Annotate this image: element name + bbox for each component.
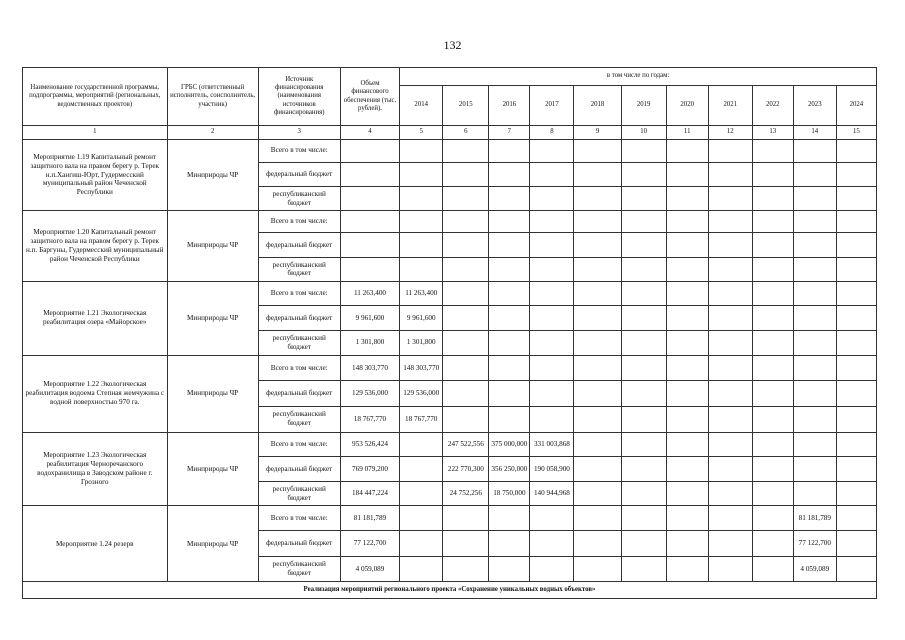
year-value-cell bbox=[443, 162, 489, 187]
year-value-cell bbox=[793, 187, 836, 211]
year-value-cell bbox=[443, 281, 489, 306]
column-number: 10 bbox=[621, 126, 666, 140]
year-value-cell bbox=[793, 162, 836, 187]
year-value-cell bbox=[836, 140, 876, 163]
year-value-cell bbox=[666, 481, 708, 506]
year-value-cell bbox=[621, 457, 666, 482]
year-value-cell bbox=[708, 330, 752, 355]
header-grbs: ГРБС (ответственный исполнитель, соисполнитель, участник) bbox=[167, 68, 258, 126]
year-value-cell bbox=[752, 432, 793, 457]
year-value-cell bbox=[836, 381, 876, 407]
year-value-cell bbox=[574, 481, 621, 506]
year-value-cell bbox=[489, 162, 530, 187]
source-cell: республиканский бюджет bbox=[258, 556, 340, 582]
table-row bbox=[23, 506, 877, 531]
source-cell: республиканский бюджет bbox=[258, 481, 340, 506]
year-value-cell: 18 767,770 bbox=[400, 406, 443, 432]
year-header: 2014 bbox=[400, 86, 443, 126]
year-value-cell bbox=[836, 355, 876, 381]
year-value-cell bbox=[666, 381, 708, 407]
source-cell: Всего в том числе: bbox=[258, 432, 340, 457]
year-value-cell bbox=[443, 406, 489, 432]
year-value-cell bbox=[708, 162, 752, 187]
year-value-cell bbox=[752, 162, 793, 187]
source-cell: Всего в том числе: bbox=[258, 210, 340, 233]
year-value-cell bbox=[793, 355, 836, 381]
year-value-cell bbox=[666, 210, 708, 233]
total-cell bbox=[340, 187, 399, 211]
total-cell bbox=[340, 162, 399, 187]
year-value-cell bbox=[621, 258, 666, 282]
year-value-cell bbox=[752, 381, 793, 407]
year-value-cell: 148 303,770 bbox=[400, 355, 443, 381]
year-value-cell bbox=[443, 531, 489, 557]
year-value-cell bbox=[793, 406, 836, 432]
year-value-cell bbox=[443, 140, 489, 163]
year-value-cell bbox=[836, 481, 876, 506]
year-value-cell bbox=[836, 306, 876, 331]
year-value-cell bbox=[621, 481, 666, 506]
measure-name: Мероприятие 1.23 Экологическая реабилитация Черноречанского водохранилища в Заводском районе г. Грозного bbox=[23, 432, 168, 506]
year-value-cell bbox=[443, 556, 489, 582]
financing-table bbox=[22, 67, 877, 599]
year-value-cell: 222 770,300 bbox=[443, 457, 489, 482]
year-value-cell bbox=[836, 233, 876, 258]
year-header: 2024 bbox=[836, 86, 876, 126]
year-value-cell bbox=[489, 330, 530, 355]
year-value-cell: 18 750,000 bbox=[489, 481, 530, 506]
section-footer: Реализация мероприятий регионального проекта «Сохранение уникальных водных объектов» bbox=[23, 582, 877, 599]
year-value-cell bbox=[400, 556, 443, 582]
measure-name: Мероприятие 1.21 Экологическая реабилитация озера «Майорское» bbox=[23, 281, 168, 355]
year-value-cell bbox=[443, 381, 489, 407]
year-value-cell bbox=[574, 432, 621, 457]
year-value-cell bbox=[400, 210, 443, 233]
total-cell bbox=[340, 140, 399, 163]
header-source: Источник финансирования (наименования источников финансирования) bbox=[258, 68, 340, 126]
year-value-cell bbox=[574, 281, 621, 306]
year-value-cell bbox=[708, 381, 752, 407]
year-value-cell bbox=[574, 162, 621, 187]
year-value-cell bbox=[400, 187, 443, 211]
header-name: Наименование государственной программы, подпрограммы, мероприятий (региональных, ведомственных проектов) bbox=[23, 68, 168, 126]
year-value-cell bbox=[530, 556, 574, 582]
year-value-cell bbox=[574, 556, 621, 582]
total-cell: 11 263,400 bbox=[340, 281, 399, 306]
year-value-cell bbox=[400, 531, 443, 557]
year-value-cell bbox=[708, 556, 752, 582]
source-cell: Всего в том числе: bbox=[258, 140, 340, 163]
year-value-cell bbox=[708, 457, 752, 482]
year-value-cell bbox=[793, 457, 836, 482]
year-value-cell bbox=[666, 506, 708, 531]
year-value-cell bbox=[574, 258, 621, 282]
header-volume: Объем финансового обеспечения (тыс. рублей). bbox=[340, 68, 399, 126]
year-value-cell: 11 263,400 bbox=[400, 281, 443, 306]
column-number: 4 bbox=[340, 126, 399, 140]
year-value-cell bbox=[836, 258, 876, 282]
measure-name: Мероприятие 1.20 Капитальный ремонт защитного вала на правом берегу р. Терек н.п. Баргуны, Гудермесский муниципальный район Чеченской Республики bbox=[23, 210, 168, 281]
year-value-cell bbox=[574, 187, 621, 211]
year-value-cell bbox=[530, 531, 574, 557]
page-number: 132 bbox=[443, 38, 462, 52]
table-row bbox=[23, 140, 877, 163]
year-value-cell bbox=[621, 210, 666, 233]
year-value-cell: 331 003,868 bbox=[530, 432, 574, 457]
source-cell: федеральный бюджет bbox=[258, 162, 340, 187]
total-cell: 1 301,800 bbox=[340, 330, 399, 355]
year-value-cell bbox=[489, 406, 530, 432]
year-value-cell bbox=[752, 556, 793, 582]
year-value-cell bbox=[621, 556, 666, 582]
year-value-cell: 81 181,789 bbox=[793, 506, 836, 531]
year-value-cell bbox=[666, 432, 708, 457]
year-value-cell bbox=[574, 306, 621, 331]
source-cell: республиканский бюджет bbox=[258, 330, 340, 355]
grbs-cell: Минприроды ЧР bbox=[167, 140, 258, 211]
year-value-cell bbox=[574, 355, 621, 381]
year-value-cell bbox=[574, 233, 621, 258]
year-header: 2022 bbox=[752, 86, 793, 126]
year-value-cell bbox=[752, 140, 793, 163]
year-header: 2015 bbox=[443, 86, 489, 126]
measure-name: Мероприятие 1.19 Капитальный ремонт защитного вала на правом берегу р. Терек н.п.Хангиш-Юрт, Гудермесский муниципальный район Чеченской Республики bbox=[23, 140, 168, 211]
year-value-cell bbox=[708, 531, 752, 557]
source-cell: федеральный бюджет bbox=[258, 381, 340, 407]
year-value-cell bbox=[621, 233, 666, 258]
year-value-cell bbox=[836, 457, 876, 482]
section-footer-row bbox=[23, 582, 877, 599]
year-value-cell bbox=[708, 306, 752, 331]
year-value-cell bbox=[621, 281, 666, 306]
total-cell bbox=[340, 258, 399, 282]
year-value-cell bbox=[489, 187, 530, 211]
year-value-cell: 356 250,000 bbox=[489, 457, 530, 482]
total-cell: 769 079,200 bbox=[340, 457, 399, 482]
year-header: 2018 bbox=[574, 86, 621, 126]
source-cell: республиканский бюджет bbox=[258, 258, 340, 282]
total-cell: 18 767,770 bbox=[340, 406, 399, 432]
year-header: 2019 bbox=[621, 86, 666, 126]
year-value-cell bbox=[666, 355, 708, 381]
year-header: 2020 bbox=[666, 86, 708, 126]
year-value-cell bbox=[443, 233, 489, 258]
year-value-cell bbox=[666, 330, 708, 355]
year-value-cell bbox=[836, 162, 876, 187]
grbs-cell: Минприроды ЧР bbox=[167, 355, 258, 432]
year-value-cell bbox=[666, 556, 708, 582]
year-value-cell bbox=[443, 187, 489, 211]
year-value-cell bbox=[574, 140, 621, 163]
year-value-cell bbox=[752, 210, 793, 233]
source-cell: Всего в том числе: bbox=[258, 281, 340, 306]
year-value-cell bbox=[530, 281, 574, 306]
table-row bbox=[23, 210, 877, 233]
year-value-cell bbox=[400, 432, 443, 457]
year-value-cell: 247 522,556 bbox=[443, 432, 489, 457]
year-value-cell bbox=[666, 531, 708, 557]
year-value-cell bbox=[793, 281, 836, 306]
column-number: 1 bbox=[23, 126, 168, 140]
year-value-cell: 140 944,968 bbox=[530, 481, 574, 506]
year-value-cell bbox=[666, 258, 708, 282]
table-row bbox=[23, 281, 877, 306]
year-value-cell bbox=[621, 506, 666, 531]
column-number: 9 bbox=[574, 126, 621, 140]
year-value-cell bbox=[836, 506, 876, 531]
year-value-cell bbox=[793, 258, 836, 282]
year-value-cell bbox=[530, 406, 574, 432]
column-number: 7 bbox=[489, 126, 530, 140]
column-number: 2 bbox=[167, 126, 258, 140]
year-value-cell bbox=[443, 506, 489, 531]
year-value-cell bbox=[574, 210, 621, 233]
year-value-cell bbox=[489, 281, 530, 306]
year-value-cell bbox=[621, 432, 666, 457]
year-value-cell bbox=[708, 432, 752, 457]
year-value-cell bbox=[443, 330, 489, 355]
year-header: 2021 bbox=[708, 86, 752, 126]
year-value-cell bbox=[530, 210, 574, 233]
year-value-cell bbox=[574, 506, 621, 531]
grbs-cell: Минприроды ЧР bbox=[167, 210, 258, 281]
year-value-cell bbox=[400, 258, 443, 282]
year-value-cell bbox=[489, 210, 530, 233]
year-value-cell bbox=[400, 233, 443, 258]
column-number-row bbox=[23, 126, 877, 140]
year-value-cell bbox=[708, 406, 752, 432]
year-value-cell bbox=[400, 162, 443, 187]
year-value-cell bbox=[666, 140, 708, 163]
year-value-cell bbox=[666, 406, 708, 432]
year-value-cell bbox=[530, 306, 574, 331]
year-value-cell bbox=[400, 140, 443, 163]
year-value-cell bbox=[752, 531, 793, 557]
year-value-cell bbox=[530, 381, 574, 407]
year-value-cell bbox=[708, 506, 752, 531]
source-cell: республиканский бюджет bbox=[258, 406, 340, 432]
year-value-cell bbox=[666, 306, 708, 331]
year-value-cell bbox=[752, 233, 793, 258]
year-value-cell bbox=[752, 306, 793, 331]
total-cell: 77 122,700 bbox=[340, 531, 399, 557]
year-value-cell: 9 961,600 bbox=[400, 306, 443, 331]
column-number: 3 bbox=[258, 126, 340, 140]
total-cell: 148 303,770 bbox=[340, 355, 399, 381]
year-header: 2017 bbox=[530, 86, 574, 126]
measure-name: Мероприятие 1.22 Экологическая реабилитация водоема Степная жемчужина с водной поверхностью 970 га. bbox=[23, 355, 168, 432]
year-value-cell bbox=[752, 457, 793, 482]
source-cell: Всего в том числе: bbox=[258, 506, 340, 531]
year-value-cell bbox=[836, 187, 876, 211]
year-value-cell bbox=[752, 406, 793, 432]
year-value-cell bbox=[708, 355, 752, 381]
total-cell: 4 059,089 bbox=[340, 556, 399, 582]
source-cell: федеральный бюджет bbox=[258, 306, 340, 331]
total-cell bbox=[340, 233, 399, 258]
year-value-cell bbox=[836, 330, 876, 355]
year-value-cell bbox=[666, 233, 708, 258]
table-body bbox=[23, 140, 877, 599]
year-value-cell bbox=[666, 281, 708, 306]
year-value-cell bbox=[666, 187, 708, 211]
grbs-cell: Минприроды ЧР bbox=[167, 506, 258, 582]
year-value-cell bbox=[621, 381, 666, 407]
year-value-cell bbox=[752, 258, 793, 282]
year-value-cell bbox=[752, 481, 793, 506]
year-value-cell bbox=[836, 556, 876, 582]
year-value-cell bbox=[708, 281, 752, 306]
year-value-cell bbox=[489, 506, 530, 531]
year-value-cell: 1 301,800 bbox=[400, 330, 443, 355]
year-value-cell bbox=[793, 481, 836, 506]
year-value-cell bbox=[752, 187, 793, 211]
year-value-cell bbox=[666, 162, 708, 187]
column-number: 5 bbox=[400, 126, 443, 140]
header-by-years: в том числе по годам: bbox=[400, 68, 877, 86]
year-value-cell bbox=[708, 233, 752, 258]
year-value-cell bbox=[530, 330, 574, 355]
column-number: 13 bbox=[752, 126, 793, 140]
year-value-cell bbox=[530, 187, 574, 211]
total-cell: 184 447,224 bbox=[340, 481, 399, 506]
year-value-cell bbox=[443, 355, 489, 381]
table-row bbox=[23, 432, 877, 457]
year-value-cell bbox=[621, 406, 666, 432]
year-value-cell bbox=[621, 306, 666, 331]
year-value-cell bbox=[752, 506, 793, 531]
year-value-cell bbox=[708, 481, 752, 506]
year-value-cell bbox=[752, 330, 793, 355]
year-value-cell bbox=[836, 210, 876, 233]
year-value-cell bbox=[666, 457, 708, 482]
year-value-cell bbox=[708, 140, 752, 163]
column-number: 8 bbox=[530, 126, 574, 140]
measure-name: Мероприятие 1.24 резерв bbox=[23, 506, 168, 582]
year-header: 2016 bbox=[489, 86, 530, 126]
year-value-cell bbox=[443, 258, 489, 282]
year-value-cell bbox=[621, 187, 666, 211]
year-value-cell bbox=[400, 457, 443, 482]
year-value-cell bbox=[752, 281, 793, 306]
year-value-cell: 190 058,900 bbox=[530, 457, 574, 482]
year-value-cell bbox=[530, 233, 574, 258]
total-cell: 9 961,600 bbox=[340, 306, 399, 331]
year-value-cell bbox=[530, 162, 574, 187]
year-value-cell bbox=[836, 432, 876, 457]
year-value-cell: 24 752,256 bbox=[443, 481, 489, 506]
year-value-cell bbox=[621, 162, 666, 187]
year-value-cell bbox=[793, 381, 836, 407]
year-value-cell bbox=[708, 187, 752, 211]
year-value-cell bbox=[793, 306, 836, 331]
source-cell: федеральный бюджет bbox=[258, 531, 340, 557]
year-value-cell: 4 059,089 bbox=[793, 556, 836, 582]
year-value-cell: 129 536,000 bbox=[400, 381, 443, 407]
table-row bbox=[23, 355, 877, 381]
year-value-cell bbox=[530, 506, 574, 531]
column-number: 15 bbox=[836, 126, 876, 140]
year-value-cell bbox=[708, 210, 752, 233]
total-cell: 81 181,789 bbox=[340, 506, 399, 531]
year-value-cell bbox=[793, 233, 836, 258]
year-value-cell bbox=[836, 406, 876, 432]
total-cell bbox=[340, 210, 399, 233]
grbs-cell: Минприроды ЧР bbox=[167, 281, 258, 355]
year-value-cell bbox=[836, 281, 876, 306]
year-value-cell bbox=[574, 381, 621, 407]
year-value-cell bbox=[400, 506, 443, 531]
total-cell: 129 536,000 bbox=[340, 381, 399, 407]
year-value-cell bbox=[574, 457, 621, 482]
source-cell: республиканский бюджет bbox=[258, 187, 340, 211]
year-value-cell bbox=[530, 258, 574, 282]
year-value-cell bbox=[443, 210, 489, 233]
year-header: 2023 bbox=[793, 86, 836, 126]
year-value-cell bbox=[793, 432, 836, 457]
year-value-cell bbox=[530, 355, 574, 381]
year-value-cell bbox=[621, 531, 666, 557]
year-value-cell bbox=[489, 306, 530, 331]
column-number: 14 bbox=[793, 126, 836, 140]
year-value-cell bbox=[574, 531, 621, 557]
year-value-cell bbox=[621, 330, 666, 355]
year-value-cell bbox=[621, 140, 666, 163]
year-value-cell bbox=[489, 355, 530, 381]
year-value-cell bbox=[793, 210, 836, 233]
year-value-cell bbox=[530, 140, 574, 163]
year-value-cell bbox=[793, 330, 836, 355]
year-value-cell: 375 000,000 bbox=[489, 432, 530, 457]
year-value-cell bbox=[793, 140, 836, 163]
year-value-cell bbox=[621, 355, 666, 381]
year-value-cell bbox=[752, 355, 793, 381]
year-value-cell: 77 122,700 bbox=[793, 531, 836, 557]
year-value-cell bbox=[836, 531, 876, 557]
year-value-cell bbox=[489, 531, 530, 557]
total-cell: 953 526,424 bbox=[340, 432, 399, 457]
year-value-cell bbox=[574, 330, 621, 355]
column-number: 12 bbox=[708, 126, 752, 140]
source-cell: федеральный бюджет bbox=[258, 233, 340, 258]
column-number: 11 bbox=[666, 126, 708, 140]
grbs-cell: Минприроды ЧР bbox=[167, 432, 258, 506]
header-row bbox=[23, 68, 877, 86]
year-value-cell bbox=[708, 258, 752, 282]
year-value-cell bbox=[400, 481, 443, 506]
year-value-cell bbox=[489, 381, 530, 407]
source-cell: федеральный бюджет bbox=[258, 457, 340, 482]
year-value-cell bbox=[443, 306, 489, 331]
year-value-cell bbox=[489, 556, 530, 582]
year-value-cell bbox=[489, 233, 530, 258]
year-value-cell bbox=[489, 140, 530, 163]
year-value-cell bbox=[574, 406, 621, 432]
source-cell: Всего в том числе: bbox=[258, 355, 340, 381]
year-value-cell bbox=[489, 258, 530, 282]
column-number: 6 bbox=[443, 126, 489, 140]
